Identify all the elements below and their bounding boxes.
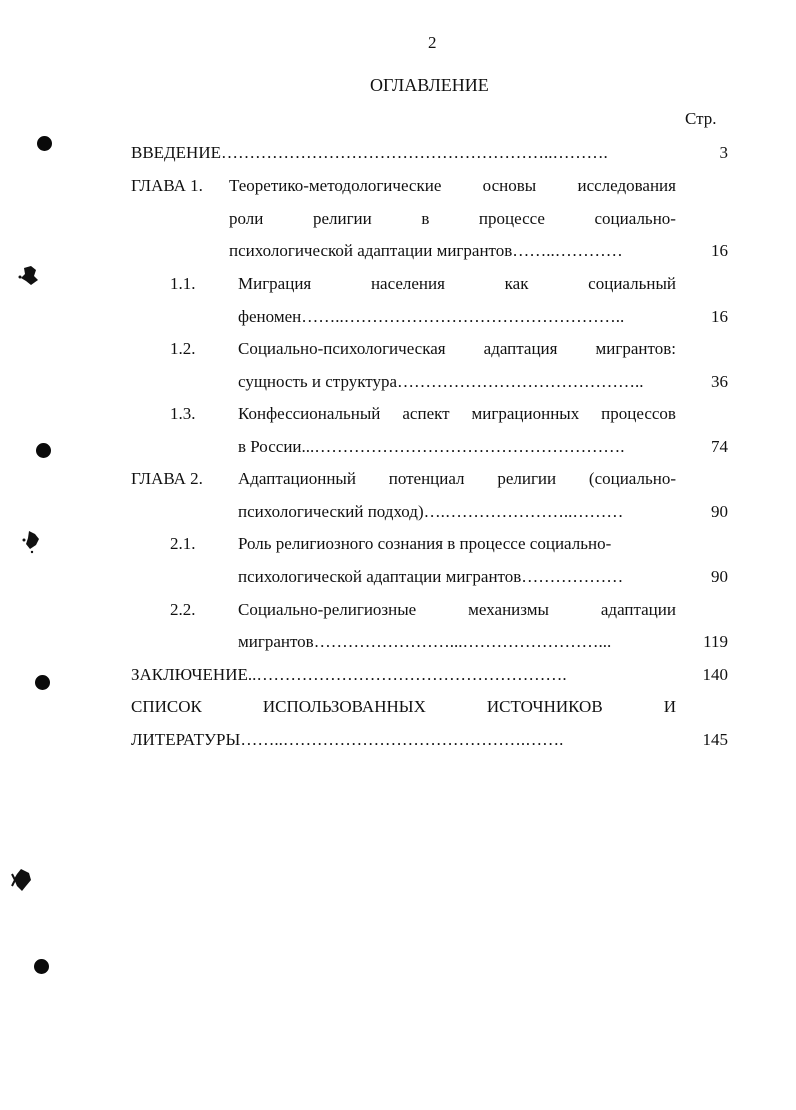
toc-s11-page: 16 — [711, 307, 728, 326]
toc-sources-title-line1: СПИСОК ИСПОЛЬЗОВАННЫХ ИСТОЧНИКОВ И — [131, 697, 676, 716]
toc-ch2-title-line1: Адаптационный потенциал религии (социально- — [238, 469, 676, 488]
toc-s22-page: 119 — [703, 632, 728, 651]
toc-s11-number: 1.1. — [170, 274, 196, 293]
binder-hole — [36, 443, 51, 458]
ink-blot — [18, 264, 42, 288]
binder-hole — [34, 959, 49, 974]
toc-ch1-title-line1: Теоретико-методологические основы исследования — [229, 176, 676, 195]
toc-s11-title-line1: Миграция населения как социальный — [238, 274, 676, 293]
binder-hole — [35, 675, 50, 690]
toc-s13-title-line1: Конфессиональный аспект миграционных процессов — [238, 404, 676, 423]
toc-ch1-number: ГЛАВА 1. — [131, 176, 203, 195]
toc-s12-title-line2: сущность и структура…………………………………….. — [238, 372, 644, 391]
toc-intro-title: ВВЕДЕНИЕ…………………………………………………..………. — [131, 143, 608, 162]
toc-ch1-title-line2: роли религии в процессе социально- — [229, 209, 676, 228]
toc-ch1-title-line3: психологической адаптации мигрантов……..………… — [229, 241, 623, 260]
toc-conclusion-title: ЗАКЛЮЧЕНИЕ..………………………………………………. — [131, 665, 567, 684]
toc-s12-page: 36 — [711, 372, 728, 391]
toc-s13-title-line2: в России...………………………………………………. — [238, 437, 625, 456]
toc-s22-title-line2: мигрантов……………………...……………………... — [238, 632, 612, 651]
toc-sources-page: 145 — [702, 730, 728, 749]
toc-s21-page: 90 — [711, 567, 728, 586]
page-column-label: Стр. — [685, 109, 717, 128]
toc-s21-title-line2: психологической адаптации мигрантов……………… — [238, 567, 624, 586]
toc-s13-number: 1.3. — [170, 404, 196, 423]
toc-s12-number: 1.2. — [170, 339, 196, 358]
page-title: ОГЛАВЛЕНИЕ — [370, 75, 489, 95]
binder-hole — [37, 136, 52, 151]
toc-ch2-page: 90 — [711, 502, 728, 521]
toc-s13-page: 74 — [711, 437, 728, 456]
toc-s21-title-line1: Роль религиозного сознания в процессе социально- — [238, 534, 612, 553]
toc-intro-page: 3 — [719, 143, 728, 162]
toc-sources-title-line2: ЛИТЕРАТУРЫ……..…………………………………….……. — [131, 730, 564, 749]
toc-conclusion-page: 140 — [702, 665, 728, 684]
toc-ch1-page: 16 — [711, 241, 728, 260]
toc-s22-title-line1: Социально-религиозные механизмы адаптации — [238, 600, 676, 619]
toc-ch2-number: ГЛАВА 2. — [131, 469, 203, 488]
toc-ch2-title-line2: психологический подход)….…………………..……… — [238, 502, 624, 521]
toc-s11-title-line2: феномен……..………………………………………….. — [238, 307, 625, 326]
toc-s12-title-line1: Социально-психологическая адаптация мигрантов: — [238, 339, 676, 358]
toc-s21-number: 2.1. — [170, 534, 196, 553]
toc-s22-number: 2.2. — [170, 600, 196, 619]
ink-blot — [20, 528, 44, 554]
ink-blot — [9, 866, 35, 894]
page-number: 2 — [428, 33, 437, 52]
